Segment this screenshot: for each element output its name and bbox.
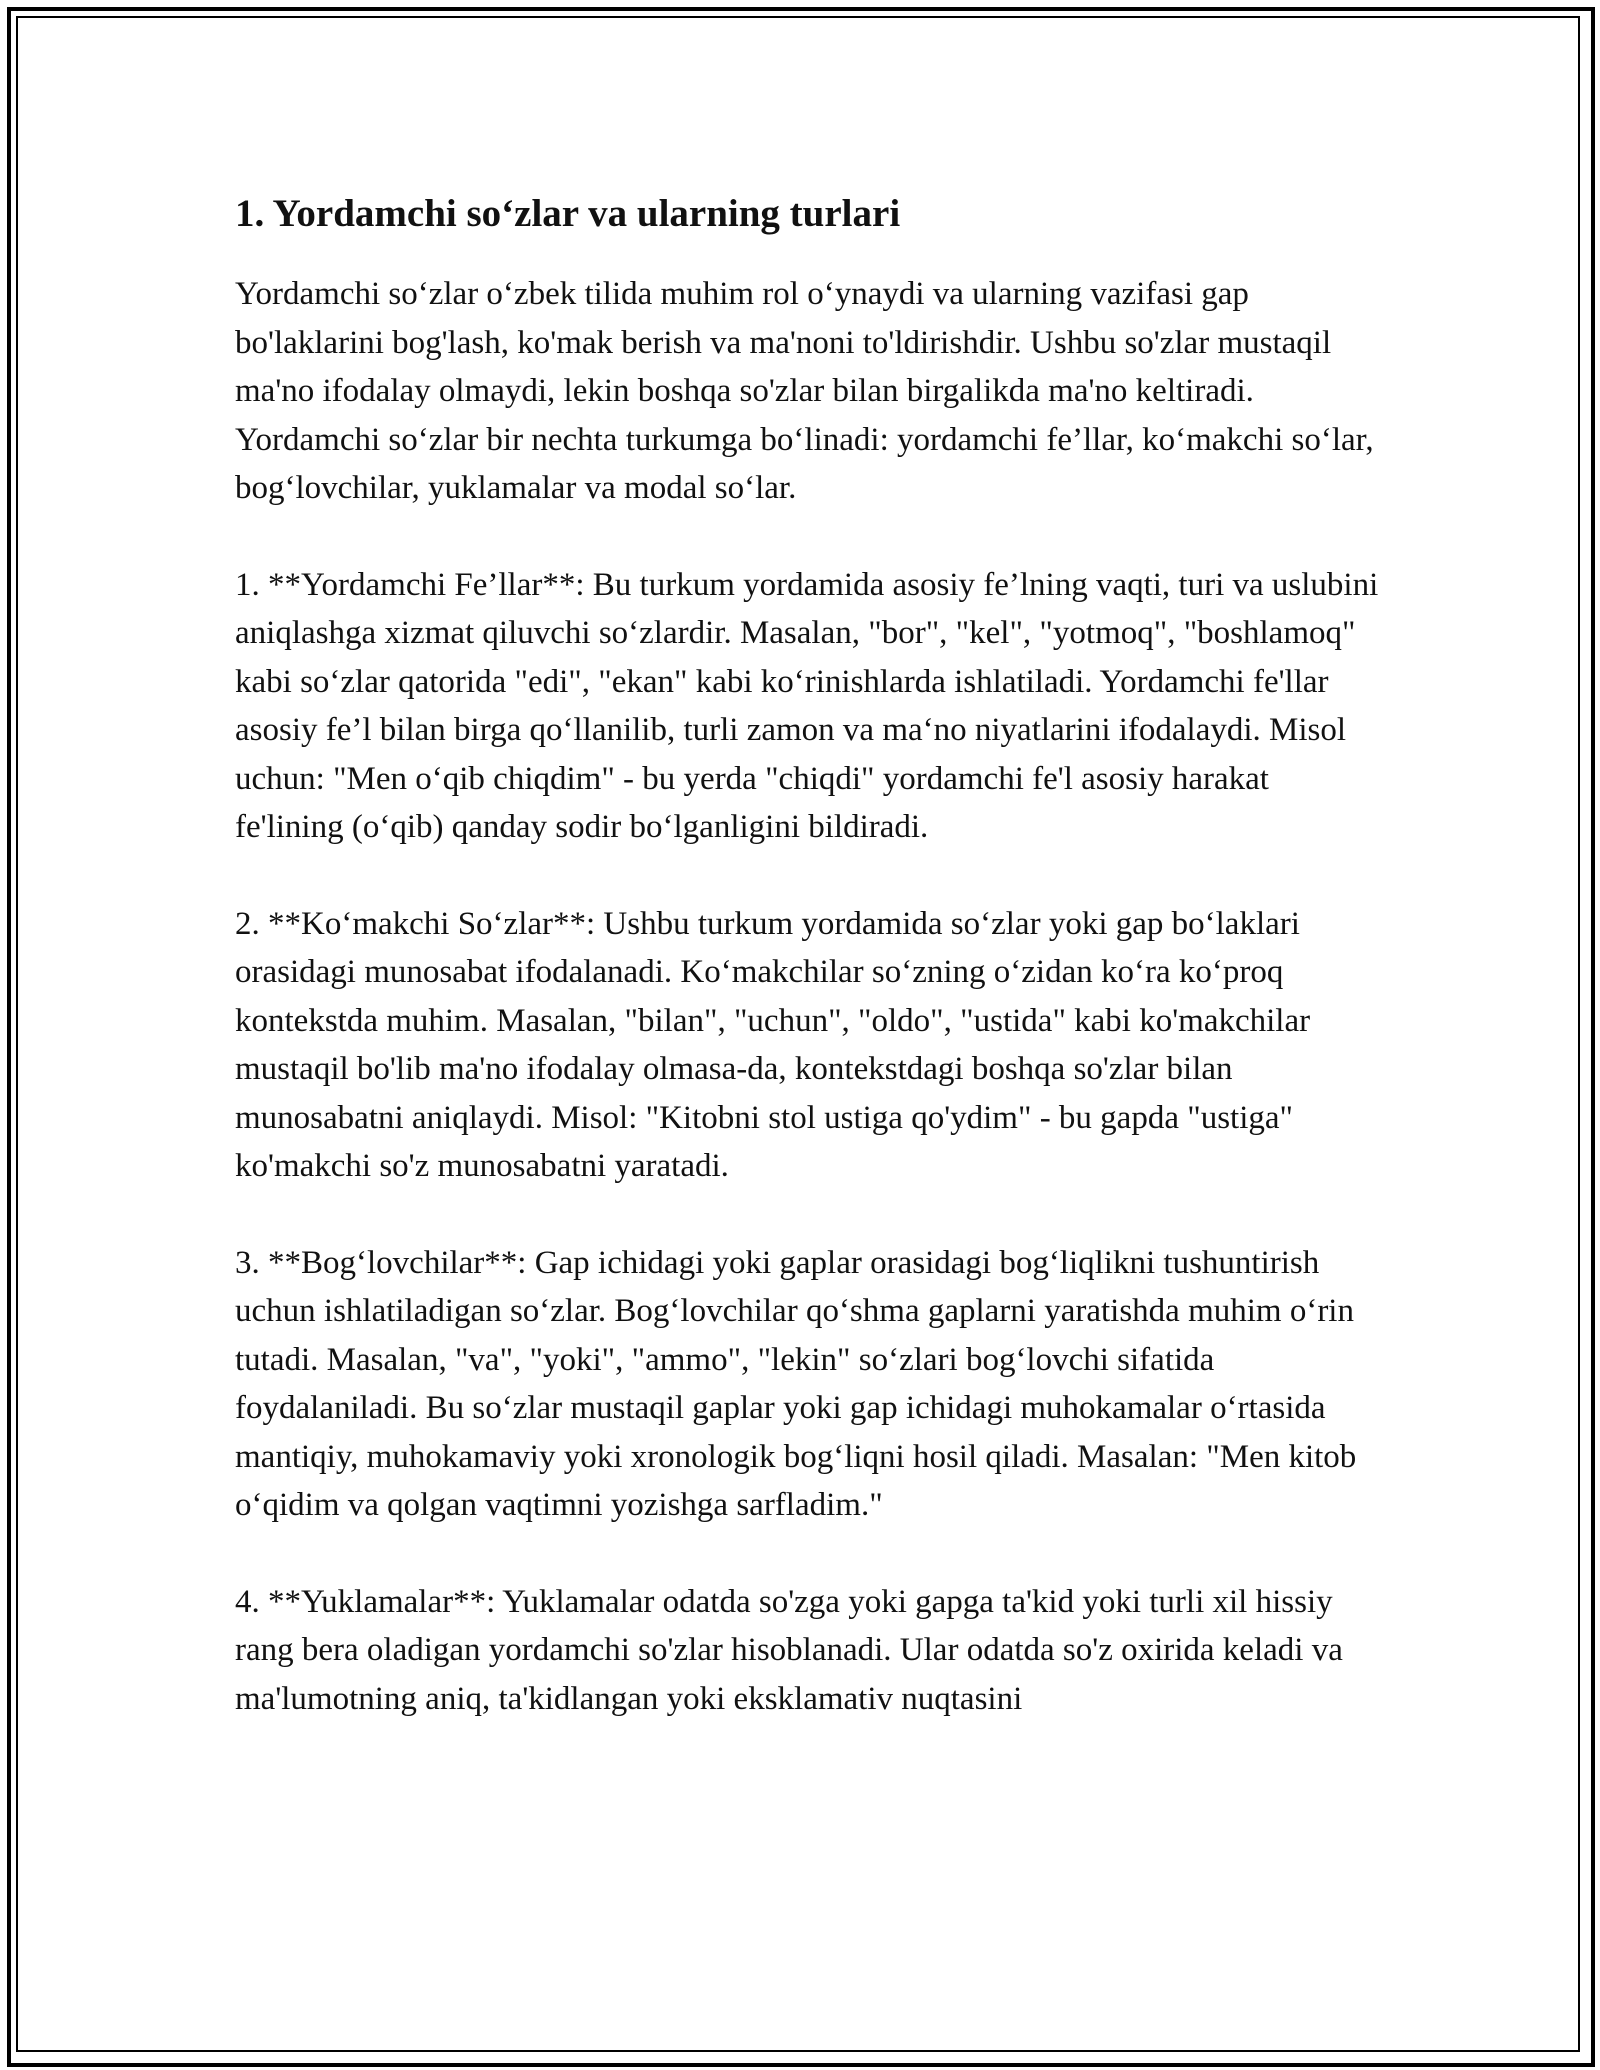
postpositions-paragraph: 2. **Ko‘makchi So‘zlar**: Ushbu turkum yordamida so‘zlar yoki gap bo‘laklari orasidagi munosabat ifodalanadi. Ko‘makchilar so‘zning o‘zidan ko‘ra ko‘proq kontekstda muhim. Masalan, "bilan", "uchun", "oldo", "ustida" kabi ko'makchilar mustaqil bo'lib ma'no ifodalay olmasa-da, kontekstdagi boshqa so'zlar bilan munosabatni aniqlaydi. Misol: "Kitobni stol ustiga qo'ydim" - bu gapda "ustiga" ko'makchi so'z munosabatni yaratadi.	[235, 905, 1311, 1184]
intro-paragraph: Yordamchi so‘zlar o‘zbek tilida muhim rol o‘ynaydi va ularning vazifasi gap bo'laklarini bog'lash, ko'mak berish va ma'noni to'ldirishdir. Ushbu so'zlar mustaqil ma'no ifodalay olmaydi, lekin boshqa so'zlar bilan birgalikda ma'no keltiradi. Yordamchi so‘zlar bir nechta turkumga bo‘linadi: yordamchi fe’llar, ko‘makchi so‘lar, bog‘lovchilar, yuklamalar va modal so‘lar.	[235, 276, 1374, 506]
conjunctions-paragraph: 3. **Bog‘lovchilar**: Gap ichidagi yoki gaplar orasidagi bog‘liqlikni tushuntirish uchun ishlatiladigan so‘zlar. Bog‘lovchilar qo‘shma gaplarni yaratishda muhim o‘rin tutadi. Masalan, "va", "yoki", "ammo", "lekin" so‘zlari bog‘lovchi sifatida foydalaniladi. Bu so‘zlar mustaqil gaplar yoki gap ichidagi muhokamalar o‘rtasida mantiqiy, muhokamaviy yoki xronologik bog‘liqni hosil qiladi. Masalan: "Men kitob o‘qidim va qolgan vaqtimni yozishga sarfladim."	[235, 1244, 1357, 1523]
auxiliary-verbs-paragraph: 1. **Yordamchi Fe’llar**: Bu turkum yordamida asosiy fe’lning vaqti, turi va uslubini aniqlashga xizmat qiluvchi so‘zlardir. Masalan, "bor", "kel", "yotmoq", "boshlamoq" kabi so‘zlar qatorida "edi", "ekan" kabi ko‘rinishlarda ishlatiladi. Yordamchi fe'llar asosiy fe’l bilan birga qo‘llanilib, turli zamon va ma‘no niyatlarini ifodalaydi. Misol uchun: "Men o‘qib chiqdim" - bu yerda "chiqdi" yordamchi fe'l asosiy harakat fe'lining (o‘qib) qanday sodir bo‘lganligini bildiradi.	[235, 566, 1379, 845]
document-body	[235, 186, 1380, 1723]
document-title: 1. Yordamchi so‘zlar va ularning turlari	[235, 192, 901, 235]
particles-paragraph: 4. **Yuklamalar**: Yuklamalar odatda so'zga yoki gapga ta'kid yoki turli xil hissiy rang bera oladigan yordamchi so'zlar hisoblanadi. Ular odatda so'z oxirida keladi va ma'lumotning aniq, ta'kidlangan yoki eksklamativ nuqtasini	[235, 1583, 1343, 1717]
